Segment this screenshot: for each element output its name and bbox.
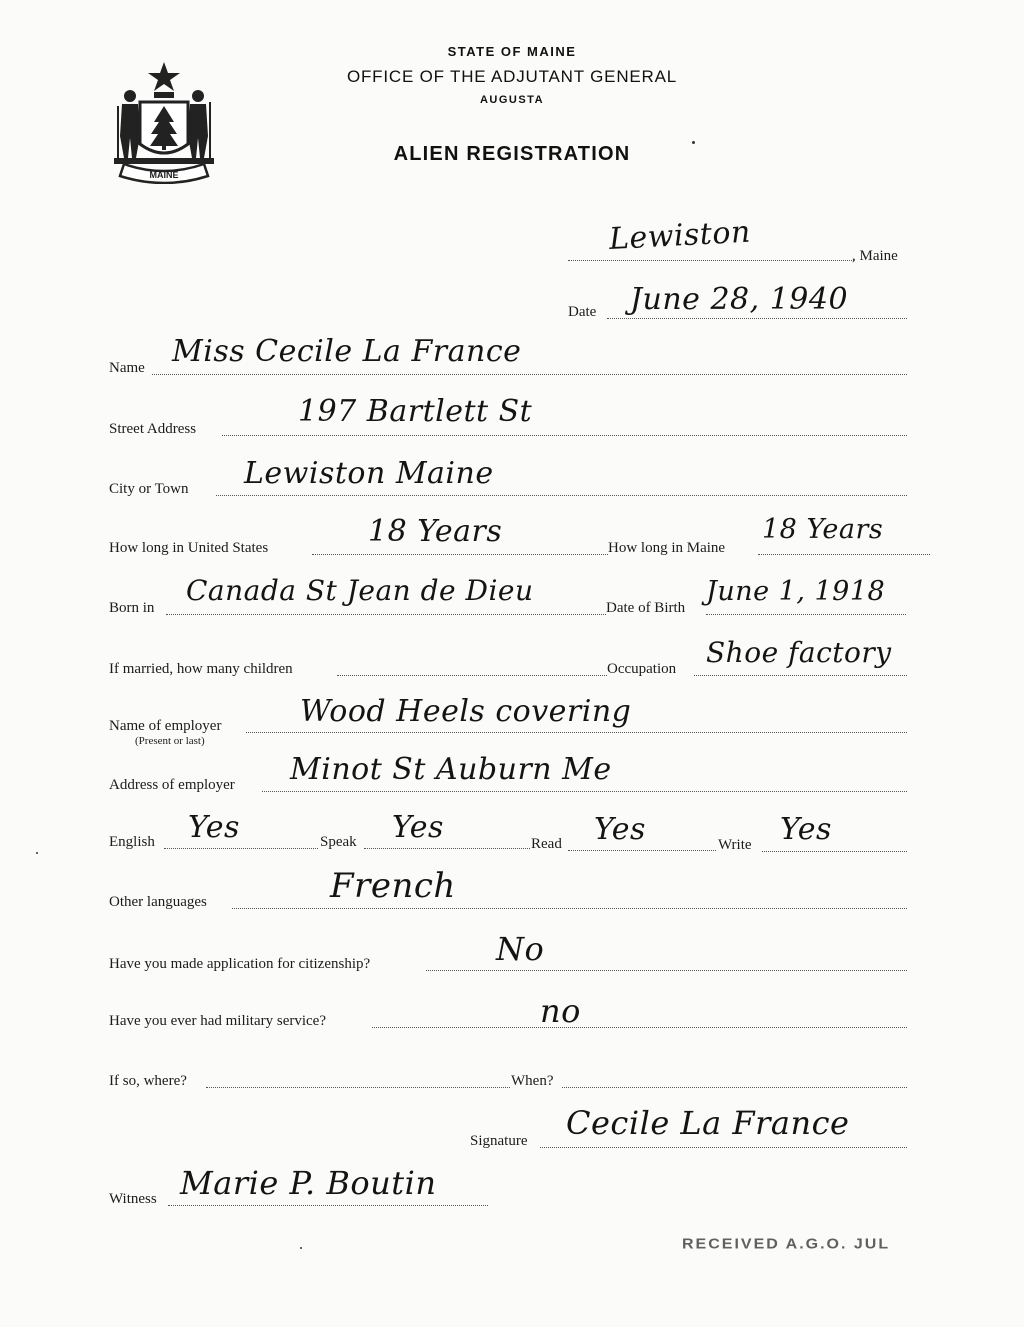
employer-label: Name of employer xyxy=(109,718,222,734)
write-label: Write xyxy=(718,837,752,853)
header-office: OFFICE OF THE ADJUTANT GENERAL xyxy=(346,67,678,86)
occupation-value: Shoe factory xyxy=(706,636,892,669)
employer-line xyxy=(246,732,907,733)
born-label: Born in xyxy=(109,600,155,616)
military-line xyxy=(372,1027,907,1028)
military-label: Have you ever had military service? xyxy=(109,1013,326,1029)
city-label: City or Town xyxy=(109,481,189,497)
form-title: ALIEN REGISTRATION xyxy=(393,143,631,165)
maine-label: How long in Maine xyxy=(608,540,726,556)
speak-label: Speak xyxy=(320,834,357,850)
citizenship-value: No xyxy=(496,930,545,968)
speak-value: Yes xyxy=(392,810,444,845)
dob-line xyxy=(706,614,906,615)
us-label: How long in United States xyxy=(109,540,269,556)
read-line xyxy=(568,850,716,851)
occupation-label: Occupation xyxy=(607,661,677,677)
english-label: English xyxy=(109,834,155,850)
us-line xyxy=(312,554,608,555)
emp-addr-line xyxy=(262,791,907,792)
us-value: 18 Years xyxy=(368,514,503,549)
children-label: If married, how many children xyxy=(109,661,293,677)
english-line xyxy=(164,848,318,849)
citizenship-line xyxy=(426,970,907,971)
born-line xyxy=(166,614,606,615)
name-label: Name xyxy=(109,360,145,376)
english-value: Yes xyxy=(188,810,240,845)
employer-sublabel: (Present or last) xyxy=(135,735,205,747)
employer-value: Wood Heels covering xyxy=(300,694,632,729)
where-line xyxy=(206,1087,510,1088)
citizenship-label: Have you made application for citizenship? xyxy=(109,956,371,972)
signature-line xyxy=(540,1147,907,1148)
witness-line xyxy=(168,1205,488,1206)
emp-addr-value: Minot St Auburn Me xyxy=(290,752,612,787)
dob-label: Date of Birth xyxy=(606,600,686,616)
date-value: June 28, 1940 xyxy=(630,282,849,317)
read-label: Read xyxy=(531,836,562,852)
place-value: Lewiston xyxy=(608,214,752,257)
street-label: Street Address xyxy=(109,421,197,437)
speak-line xyxy=(364,848,530,849)
when-line xyxy=(562,1087,907,1088)
other-lang-line xyxy=(232,908,907,909)
signature-value: Cecile La France xyxy=(566,1104,850,1142)
received-stamp: RECEIVED A.G.O. JUL xyxy=(682,1236,891,1253)
place-line xyxy=(568,260,854,261)
street-value: 197 Bartlett St xyxy=(298,394,533,429)
witness-value: Marie P. Boutin xyxy=(180,1164,437,1202)
header-state: STATE OF MAINE xyxy=(447,44,577,59)
street-line xyxy=(222,435,907,436)
write-value: Yes xyxy=(780,812,832,847)
city-line xyxy=(216,495,907,496)
name-line xyxy=(152,374,907,375)
write-line xyxy=(762,851,907,852)
signature-label: Signature xyxy=(470,1133,528,1149)
scan-speck xyxy=(36,852,38,854)
where-label: If so, where? xyxy=(109,1073,187,1089)
date-label: Date xyxy=(568,304,597,320)
header-city: AUGUSTA xyxy=(479,94,545,106)
maine-value: 18 Years xyxy=(762,514,884,545)
other-lang-value: French xyxy=(330,866,456,906)
date-line xyxy=(607,318,907,319)
emp-addr-label: Address of employer xyxy=(109,777,235,793)
scan-speck xyxy=(300,1247,302,1249)
seal-ribbon-text: MAINE xyxy=(149,170,179,180)
children-line xyxy=(337,675,607,676)
maine-line xyxy=(758,554,930,555)
place-suffix: , Maine xyxy=(852,248,898,264)
witness-label: Witness xyxy=(109,1191,157,1207)
occupation-line xyxy=(694,675,907,676)
military-value: no xyxy=(540,992,581,1030)
born-value: Canada St Jean de Dieu xyxy=(186,574,534,607)
scan-speck xyxy=(692,141,695,144)
when-label: When? xyxy=(511,1073,554,1089)
city-value: Lewiston Maine xyxy=(244,456,494,491)
read-value: Yes xyxy=(594,812,646,847)
name-value: Miss Cecile La France xyxy=(172,334,522,369)
other-lang-label: Other languages xyxy=(109,894,207,910)
dob-value: June 1, 1918 xyxy=(706,576,886,607)
